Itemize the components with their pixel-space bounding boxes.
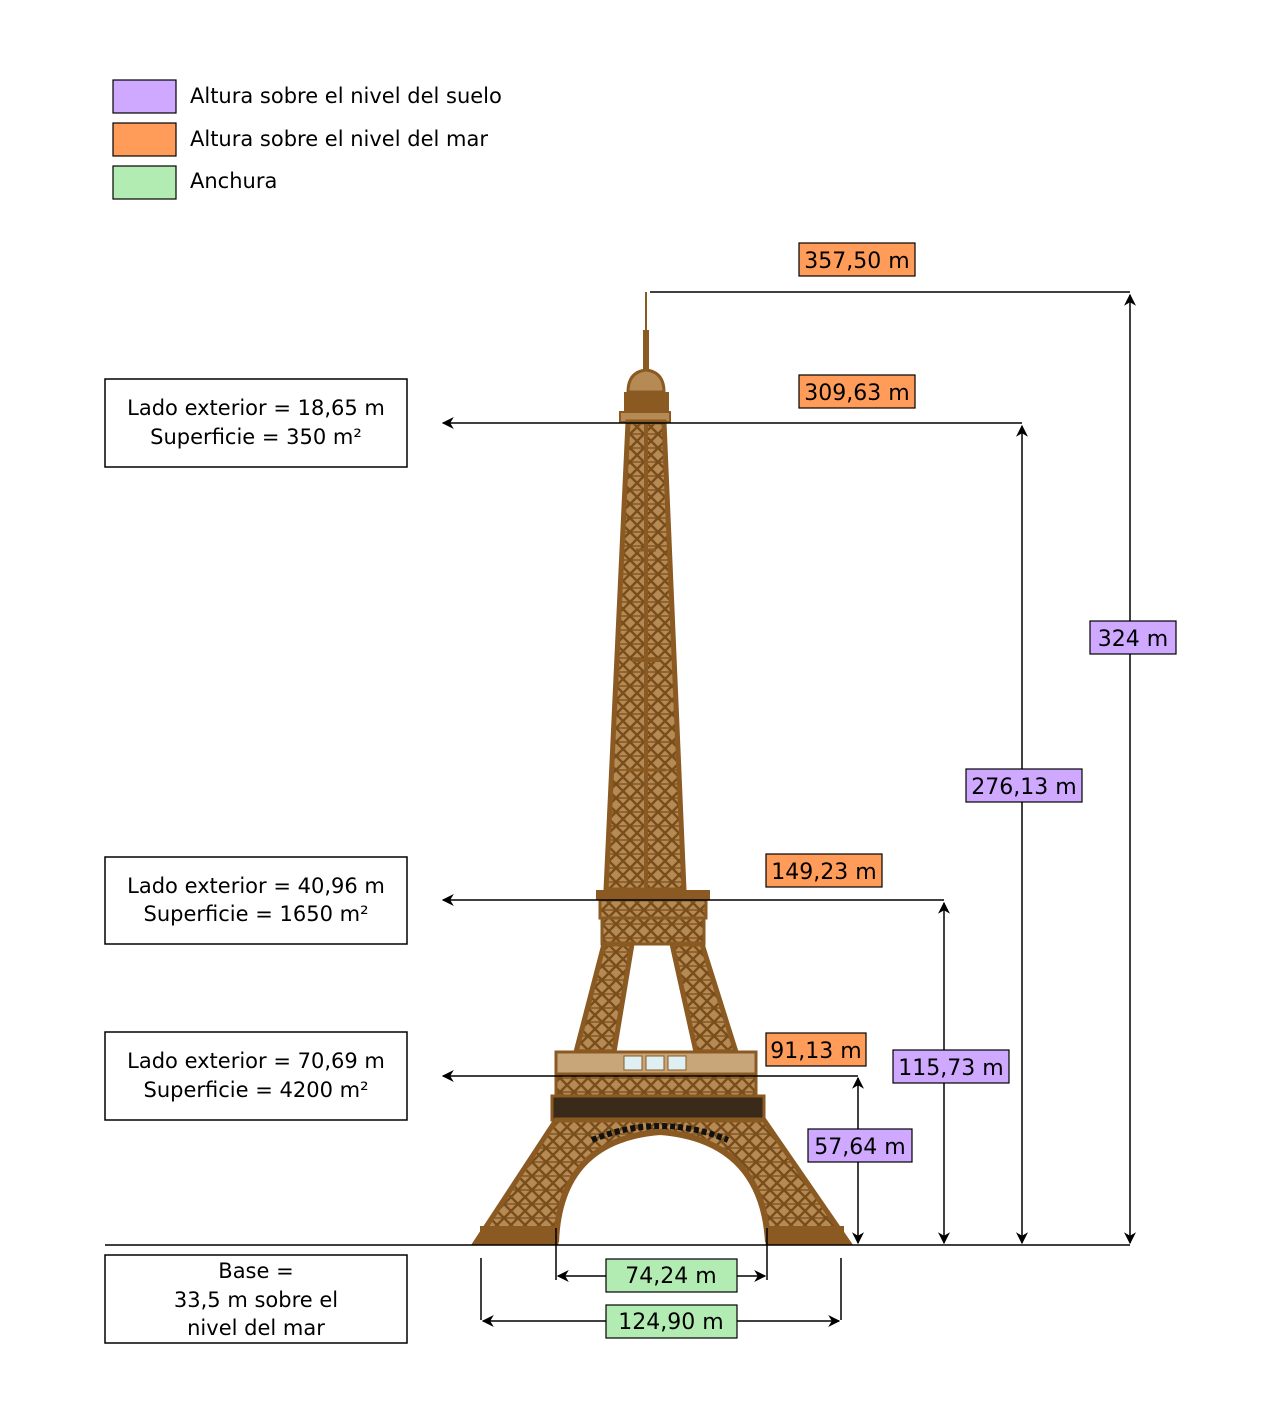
svg-text:357,50 m: 357,50 m: [804, 249, 910, 274]
svg-text:Lado exterior = 40,96 m: Lado exterior = 40,96 m: [127, 874, 385, 898]
first-level-ground-tag: [808, 1129, 912, 1162]
base-info-box: [105, 1255, 407, 1343]
inner-width-dimension: [556, 1228, 767, 1292]
legend-swatch-ground: [113, 80, 176, 113]
svg-text:149,23 m: 149,23 m: [771, 860, 877, 885]
svg-text:57,64 m: 57,64 m: [814, 1135, 906, 1160]
svg-text:Lado exterior = 18,65 m: Lado exterior = 18,65 m: [127, 396, 385, 420]
legend-label-sea: Altura sobre el nivel del mar: [190, 127, 488, 151]
legend: [113, 80, 502, 199]
svg-text:nivel del mar: nivel del mar: [187, 1316, 325, 1340]
second-level-info-box: [105, 857, 407, 944]
svg-text:309,63 m: 309,63 m: [804, 381, 910, 406]
legend-label-ground: Altura sobre el nivel del suelo: [190, 84, 502, 108]
svg-text:Superficie = 350 m²: Superficie = 350 m²: [150, 425, 362, 449]
legend-swatch-sea: [113, 123, 176, 156]
first-level-info-box: [105, 1032, 407, 1120]
svg-text:Lado exterior = 70,69 m: Lado exterior = 70,69 m: [127, 1049, 385, 1073]
summit-ground-tag: [1090, 621, 1176, 654]
legend-label-width: Anchura: [190, 169, 278, 193]
svg-text:276,13 m: 276,13 m: [971, 775, 1077, 800]
second-level-sea-tag: [766, 854, 882, 887]
eiffel-tower-illustration: [476, 292, 848, 1244]
svg-text:324 m: 324 m: [1097, 627, 1169, 652]
svg-text:Superficie = 4200 m²: Superficie = 4200 m²: [143, 1078, 369, 1102]
top-level-sea-tag: [799, 375, 915, 408]
first-level-sea-tag: [766, 1033, 866, 1066]
svg-text:Superficie = 1650 m²: Superficie = 1650 m²: [143, 902, 369, 926]
legend-swatch-width: [113, 166, 176, 199]
summit-sea-tag: [799, 243, 915, 276]
second-level-ground-tag: [893, 1050, 1009, 1083]
svg-text:124,90 m: 124,90 m: [618, 1310, 724, 1335]
svg-text:Base =: Base =: [218, 1259, 294, 1283]
top-level-info-box: [105, 379, 407, 467]
svg-text:33,5 m sobre el: 33,5 m sobre el: [173, 1288, 339, 1312]
svg-text:115,73 m: 115,73 m: [898, 1056, 1004, 1081]
svg-text:91,13 m: 91,13 m: [770, 1039, 862, 1064]
top-level-ground-tag: [966, 769, 1082, 802]
svg-text:74,24 m: 74,24 m: [625, 1264, 717, 1289]
